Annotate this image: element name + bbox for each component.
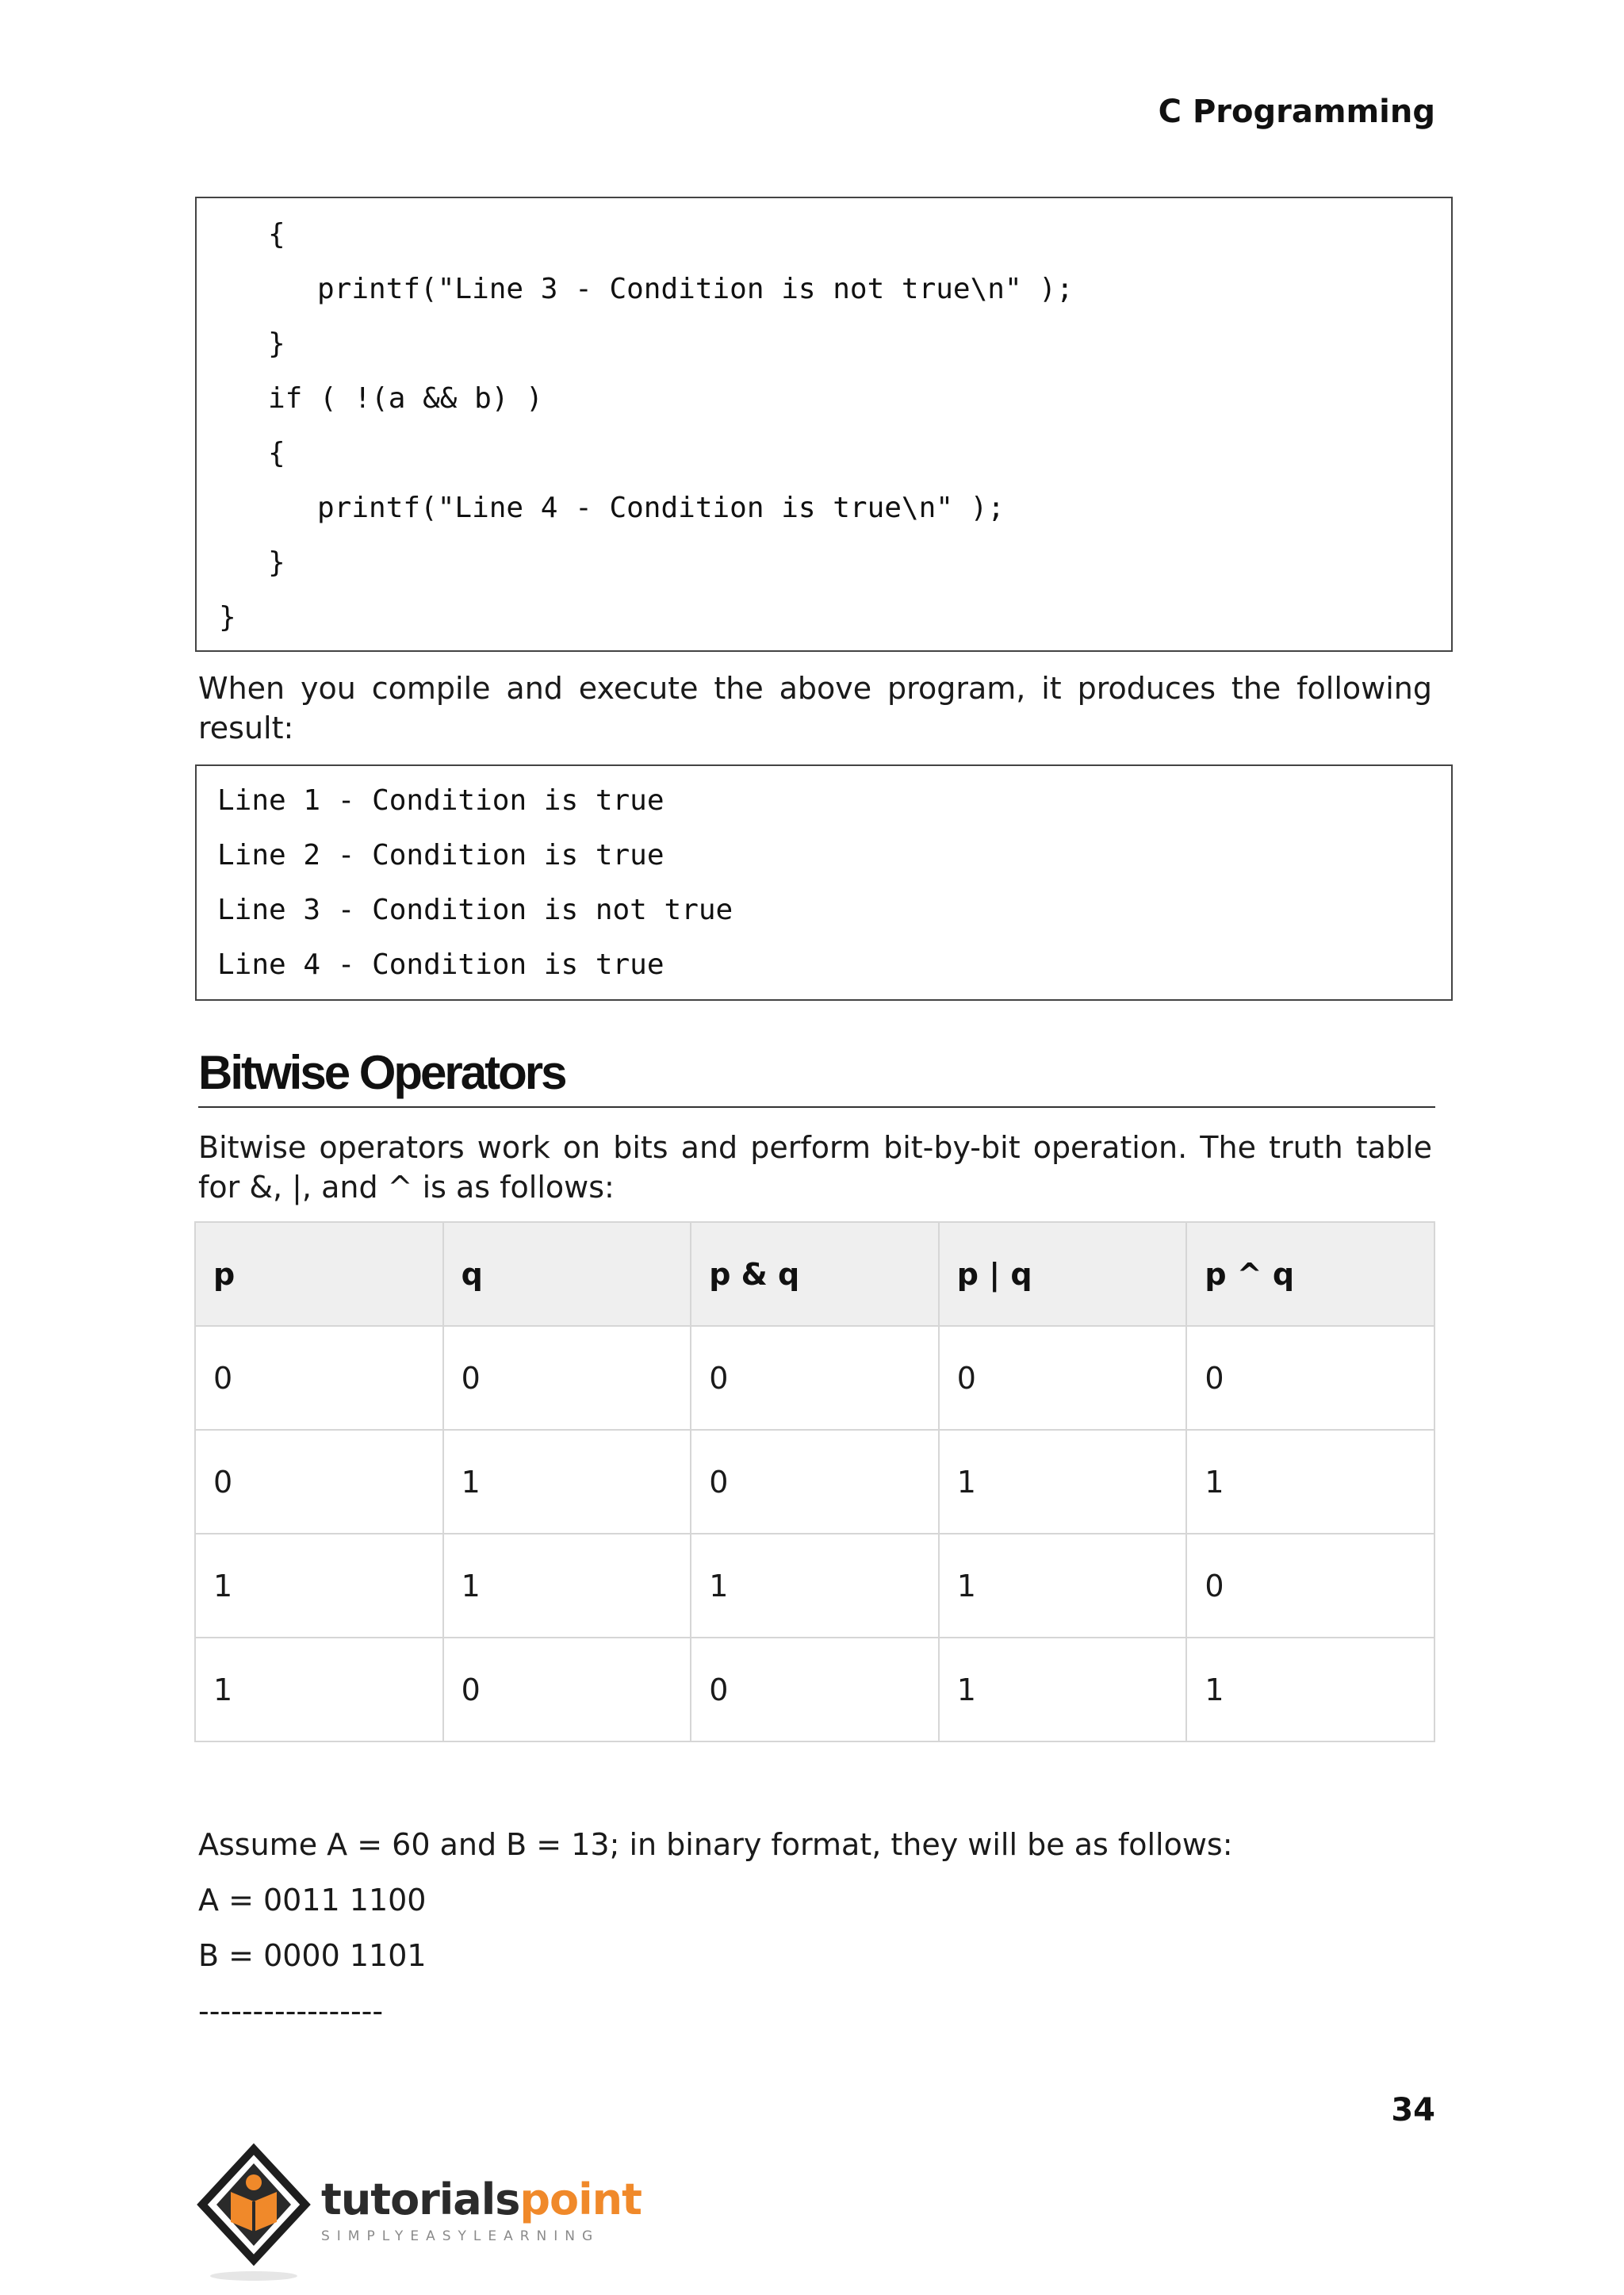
- table-cell: 0: [195, 1430, 443, 1534]
- section-intro-paragraph: Bitwise operators work on bits and perform bit-by-bit operation. The truth table for &, |, and ^ is as follows:: [198, 1130, 1432, 1205]
- output-line: Line 1 - Condition is true: [217, 784, 665, 817]
- logo-wordmark-main: tutorials: [321, 2174, 520, 2224]
- code-line: printf("Line 4 - Condition is true\n" );: [317, 492, 1005, 524]
- table-header-cell: q: [443, 1222, 691, 1326]
- code-line: printf("Line 3 - Condition is not true\n" );: [317, 273, 1074, 305]
- logo-tagline: SIMPLYEASYLEARNING: [321, 2228, 600, 2244]
- binary-separator: -----------------: [198, 1994, 384, 2029]
- binary-b-line: B = 0000 1101: [198, 1938, 427, 1973]
- binary-a-line: A = 0011 1100: [198, 1883, 427, 1918]
- table-cell: 1: [195, 1534, 443, 1638]
- table-header-cell: p | q: [939, 1222, 1187, 1326]
- output-line: Line 2 - Condition is true: [217, 839, 665, 872]
- output-line: Line 4 - Condition is true: [217, 948, 665, 981]
- table-cell: 1: [691, 1534, 939, 1638]
- table-header-cell: p: [195, 1222, 443, 1326]
- table-header-row: [195, 1222, 1434, 1326]
- table-cell: 0: [691, 1430, 939, 1534]
- table-cell: 0: [1186, 1534, 1434, 1638]
- table-header-cell: p & q: [691, 1222, 939, 1326]
- table-cell: 0: [1186, 1326, 1434, 1430]
- tutorialspoint-logo: [194, 2141, 670, 2292]
- table-cell: 1: [939, 1430, 1187, 1534]
- code-line: }: [268, 328, 285, 360]
- code-line: {: [268, 218, 285, 251]
- code-line: {: [268, 437, 285, 469]
- code-line: }: [219, 601, 236, 634]
- running-header-title: C Programming: [1158, 94, 1435, 130]
- table-row: [195, 1638, 1434, 1741]
- table-cell: 0: [443, 1638, 691, 1741]
- logo-wordmark: [321, 2174, 642, 2224]
- logo-diamond-icon: [194, 2141, 313, 2284]
- table-row: [195, 1534, 1434, 1638]
- table-cell: 0: [195, 1326, 443, 1430]
- table-cell: 1: [939, 1638, 1187, 1741]
- section-heading: Bitwise Operators: [198, 1045, 1435, 1108]
- table-cell: 0: [939, 1326, 1187, 1430]
- table-cell: 1: [939, 1534, 1187, 1638]
- table-row: [195, 1326, 1434, 1430]
- code-line: }: [268, 546, 285, 579]
- table-cell: 0: [691, 1326, 939, 1430]
- table-row: [195, 1430, 1434, 1534]
- truth-table: [194, 1221, 1435, 1742]
- table-cell: 0: [443, 1326, 691, 1430]
- table-cell: 1: [1186, 1638, 1434, 1741]
- table-cell: 0: [691, 1638, 939, 1741]
- table-cell: 1: [443, 1430, 691, 1534]
- result-intro-paragraph: When you compile and execute the above program, it produces the following result:: [198, 671, 1432, 745]
- table-cell: 1: [443, 1534, 691, 1638]
- code-block-source: [195, 197, 1453, 652]
- logo-wordmark-accent: point: [519, 2174, 642, 2224]
- binary-assume-text: Assume A = 60 and B = 13; in binary format, they will be as follows:: [198, 1827, 1233, 1862]
- table-cell: 1: [195, 1638, 443, 1741]
- table-cell: 1: [1186, 1430, 1434, 1534]
- output-line: Line 3 - Condition is not true: [217, 894, 733, 926]
- code-line: if ( !(a && b) ): [268, 382, 543, 415]
- page-number: 34: [1391, 2092, 1435, 2128]
- table-header-cell: p ^ q: [1186, 1222, 1434, 1326]
- code-block-output: [195, 764, 1453, 1001]
